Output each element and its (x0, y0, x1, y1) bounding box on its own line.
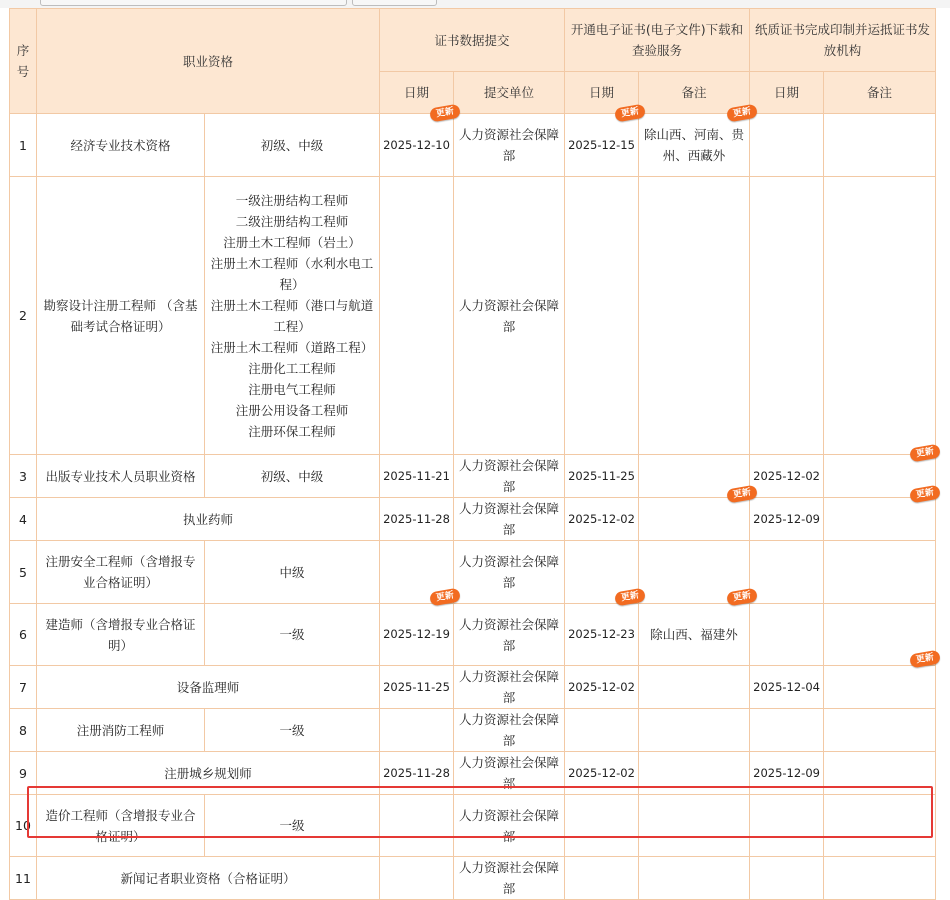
level-item: 注册环保工程师 (248, 423, 336, 439)
paper-cert-date: 2025-12-04 (750, 666, 824, 709)
submit-date: 2025-11-21 (380, 455, 454, 498)
table-row (10, 666, 936, 709)
update-badge: 更新 (429, 588, 461, 607)
paper-cert-date (750, 177, 824, 455)
submitter: 人力资源社会保障部 (454, 752, 565, 795)
qualification-level: 初级、中级 (205, 455, 380, 498)
submit-date: 2025-11-25 (380, 666, 454, 709)
col-header-e-date: 日期 (565, 72, 639, 114)
row-index: 4 (10, 498, 37, 541)
table-row (10, 498, 936, 541)
update-badge: 更新 (909, 650, 941, 669)
e-cert-date: 2025-12-02 (565, 666, 639, 709)
paper-cert-note (824, 114, 936, 177)
e-cert-date: 2025-12-02 (565, 498, 639, 541)
update-badge: 更新 (726, 588, 758, 607)
level-item: 注册土木工程师（港口与航道工程） (210, 297, 374, 334)
paper-cert-date: 2025-12-09 (750, 498, 824, 541)
table-row (10, 455, 936, 498)
qualification-name: 新闻记者职业资格（合格证明） (37, 857, 380, 900)
col-header-qualification: 职业资格 (37, 9, 380, 114)
level-item: 注册土木工程师（水利水电工程） (210, 255, 374, 292)
paper-cert-date: 2025-12-02 (750, 455, 824, 498)
row-index: 2 (10, 177, 37, 455)
level-item: 注册电气工程师 (248, 381, 336, 397)
col-header-submitter: 提交单位 (454, 72, 565, 114)
e-cert-date: 2025-12-02 (565, 752, 639, 795)
qualification-level: 初级、中级 (205, 114, 380, 177)
paper-cert-date (750, 604, 824, 666)
row-index: 9 (10, 752, 37, 795)
submitter: 人力资源社会保障部 (454, 498, 565, 541)
submit-date (380, 709, 454, 752)
col-header-p-date: 日期 (750, 72, 824, 114)
col-header-e-cert: 开通电子证书(电子文件)下载和查验服务 (565, 9, 750, 72)
paper-cert-date (750, 709, 824, 752)
row-index: 10 (10, 795, 37, 857)
paper-cert-date (750, 114, 824, 177)
e-cert-note (639, 709, 750, 752)
paper-cert-note (824, 541, 936, 604)
level-item: 一级注册结构工程师 (235, 192, 349, 208)
certificate-schedule-table (9, 8, 936, 900)
update-badge: 更新 (909, 485, 941, 504)
qualification-level-list (205, 177, 380, 455)
submitter: 人力资源社会保障部 (454, 541, 565, 604)
qualification-level: 一级 (205, 795, 380, 857)
qualification-name: 勘察设计注册工程师 （含基础考试合格证明） (37, 177, 205, 455)
update-badge: 更新 (909, 444, 941, 463)
col-header-paper-cert: 纸质证书完成印制并运抵证书发放机构 (750, 9, 936, 72)
submitter: 人力资源社会保障部 (454, 857, 565, 900)
table-row (10, 114, 936, 177)
row-index: 3 (10, 455, 37, 498)
e-cert-date (565, 857, 639, 900)
e-cert-note (639, 498, 750, 541)
qualification-name: 注册消防工程师 (37, 709, 205, 752)
level-item: 注册化工工程师 (248, 360, 336, 376)
row-index: 11 (10, 857, 37, 900)
col-header-e-note: 备注 (639, 72, 750, 114)
e-cert-date: 2025-11-25 (565, 455, 639, 498)
paper-cert-note (824, 709, 936, 752)
paper-cert-date (750, 541, 824, 604)
submit-date (380, 177, 454, 455)
e-cert-date: 2025-12-23 (565, 604, 639, 666)
paper-cert-note (824, 177, 936, 455)
paper-cert-note (824, 752, 936, 795)
qualification-name: 注册安全工程师（含增报专业合格证明） (37, 541, 205, 604)
submit-date: 2025-11-28 (380, 498, 454, 541)
paper-cert-date (750, 857, 824, 900)
update-badge: 更新 (614, 588, 646, 607)
e-cert-date (565, 795, 639, 857)
row-index: 5 (10, 541, 37, 604)
submit-date (380, 795, 454, 857)
level-item: 二级注册结构工程师 (235, 213, 349, 229)
e-cert-note (639, 177, 750, 455)
paper-cert-note (824, 857, 936, 900)
toolbar-button[interactable] (352, 0, 437, 6)
table-row (10, 709, 936, 752)
qualification-name: 造价工程师（含增报专业合格证明） (37, 795, 205, 857)
e-cert-date (565, 709, 639, 752)
e-cert-note (639, 666, 750, 709)
table-row (10, 541, 936, 604)
submitter: 人力资源社会保障部 (454, 666, 565, 709)
submitter: 人力资源社会保障部 (454, 114, 565, 177)
submitter: 人力资源社会保障部 (454, 795, 565, 857)
qualification-level: 一级 (205, 709, 380, 752)
row-index: 8 (10, 709, 37, 752)
qualification-name: 执业药师 (37, 498, 380, 541)
row-index: 1 (10, 114, 37, 177)
col-header-submission: 证书数据提交 (380, 9, 565, 72)
row-index: 6 (10, 604, 37, 666)
update-badge: 更新 (726, 485, 758, 504)
table-row (10, 177, 936, 455)
paper-cert-date (750, 795, 824, 857)
e-cert-date: 2025-12-15 (565, 114, 639, 177)
update-badge: 更新 (726, 104, 758, 123)
update-badge: 更新 (429, 104, 461, 123)
level-item: 注册土木工程师（岩土） (223, 234, 361, 250)
update-badge: 更新 (614, 104, 646, 123)
e-cert-note: 除山西、福建外 (639, 604, 750, 666)
submitter: 人力资源社会保障部 (454, 709, 565, 752)
e-cert-note (639, 857, 750, 900)
toolbar-button[interactable] (40, 0, 347, 6)
paper-cert-note (824, 666, 936, 709)
e-cert-note (639, 752, 750, 795)
table-row (10, 857, 936, 900)
submitter: 人力资源社会保障部 (454, 604, 565, 666)
submit-date: 2025-11-28 (380, 752, 454, 795)
qualification-name: 注册城乡规划师 (37, 752, 380, 795)
level-item: 注册公用设备工程师 (235, 402, 349, 418)
level-item: 注册土木工程师（道路工程） (210, 339, 374, 355)
paper-cert-note (824, 498, 936, 541)
paper-cert-date: 2025-12-09 (750, 752, 824, 795)
qualification-name: 出版专业技术人员职业资格 (37, 455, 205, 498)
submit-date (380, 857, 454, 900)
qualification-level: 一级 (205, 604, 380, 666)
submit-date: 2025-12-10 (380, 114, 454, 177)
header-row (10, 9, 936, 72)
table-row (10, 604, 936, 666)
qualification-name: 经济专业技术资格 (37, 114, 205, 177)
submitter: 人力资源社会保障部 (454, 177, 565, 455)
col-header-p-note: 备注 (824, 72, 936, 114)
e-cert-note: 除山西、河南、贵州、西藏外 (639, 114, 750, 177)
top-toolbar (0, 0, 950, 8)
paper-cert-note (824, 795, 936, 857)
e-cert-date (565, 177, 639, 455)
qualification-level: 中级 (205, 541, 380, 604)
qualification-name: 建造师（含增报专业合格证明） (37, 604, 205, 666)
table-row-highlighted (10, 795, 936, 857)
submit-date: 2025-12-19 (380, 604, 454, 666)
qualification-name: 设备监理师 (37, 666, 380, 709)
row-index: 7 (10, 666, 37, 709)
col-header-index: 序号 (10, 9, 37, 114)
table-row (10, 752, 936, 795)
submitter: 人力资源社会保障部 (454, 455, 565, 498)
e-cert-note (639, 795, 750, 857)
col-header-submit-date: 日期 (380, 72, 454, 114)
